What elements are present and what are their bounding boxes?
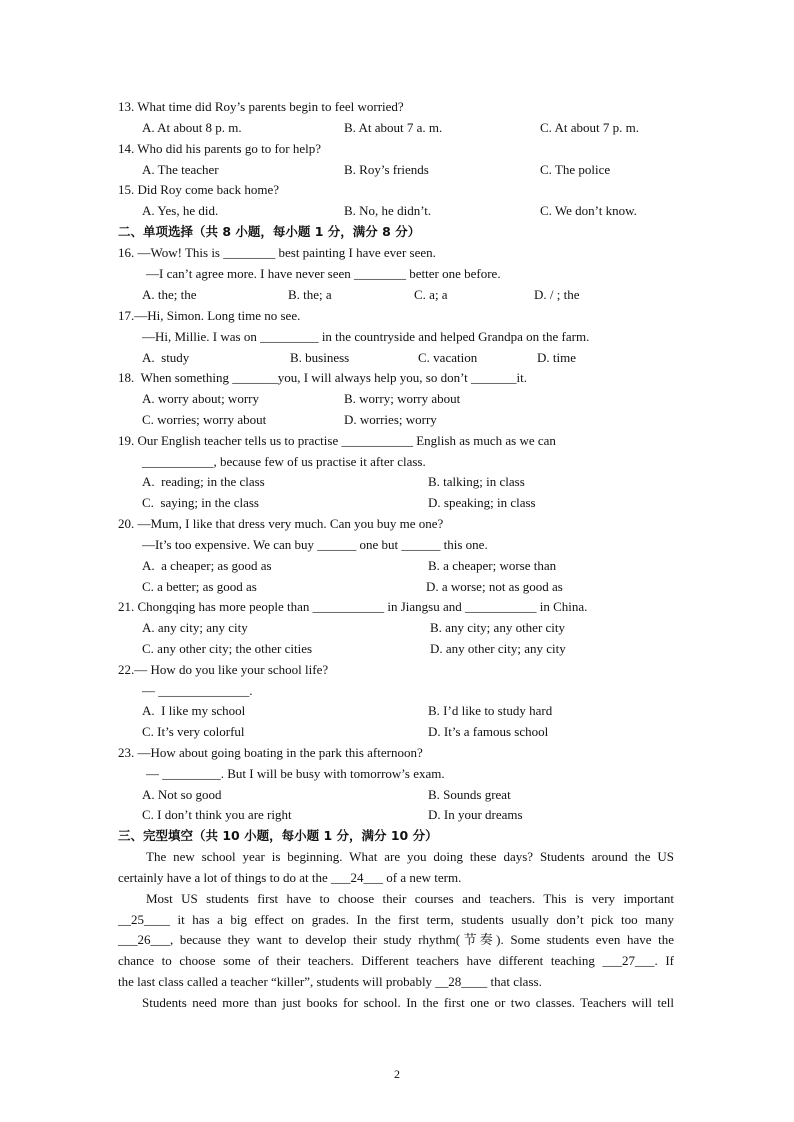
options-21-row1 <box>0 618 794 638</box>
option-b: B. No, he didn’t. <box>344 203 432 218</box>
option-c: C. I don’t think you are right <box>142 807 292 822</box>
option-a: A. study <box>142 350 190 365</box>
question-16 <box>0 243 794 263</box>
options-23-row1 <box>0 785 794 805</box>
options-18-row1 <box>0 389 794 409</box>
passage-line: __25____ it has a big effect on grades. In the first term, students usually don’t pick too many <box>118 912 674 927</box>
question-text: 13. What time did Roy’s parents begin to feel worried? <box>118 99 404 114</box>
question-21 <box>0 597 794 617</box>
option-b: B. any city; any other city <box>430 620 566 635</box>
options-16 <box>0 285 794 305</box>
option-d: D. any other city; any city <box>430 641 566 656</box>
options-17 <box>0 348 794 368</box>
question-text: —Hi, Millie. I was on _________ in the countryside and helped Grandpa on the farm. <box>142 329 590 344</box>
option-a: A. At about 8 p. m. <box>142 120 242 135</box>
option-b: B. At about 7 a. m. <box>344 120 443 135</box>
options-18-row2 <box>0 410 794 430</box>
question-text: 22.— How do you like your school life? <box>118 662 329 677</box>
option-a: A. Not so good <box>142 787 222 802</box>
option-b: B. Sounds great <box>428 787 511 802</box>
option-c: C. vacation <box>418 350 478 365</box>
option-c: C. a better; as good as <box>142 579 257 594</box>
option-a: A. a cheaper; as good as <box>142 558 272 573</box>
option-b: B. Roy’s friends <box>344 162 429 177</box>
option-b: B. worry; worry about <box>344 391 461 406</box>
passage-line: Students need more than just books for school. In the first one or two classes. Teachers will tell <box>142 995 674 1010</box>
options-14 <box>0 160 794 180</box>
option-c: C. worries; worry about <box>142 412 267 427</box>
passage-line: the last class called a teacher “killer”, students will probably __28____ that class. <box>118 974 542 989</box>
option-c: C. At about 7 p. m. <box>540 120 639 135</box>
question-22-reply <box>0 681 794 701</box>
option-c: C. We don’t know. <box>540 203 637 218</box>
question-text: —I can’t agree more. I have never seen ________ better one before. <box>146 266 501 281</box>
passage-line: chance to choose some of their teachers. Different teachers have different teaching ___27___. If <box>118 953 674 968</box>
options-15 <box>0 201 794 221</box>
options-13 <box>0 118 794 138</box>
question-text: ___________, because few of us practise it after class. <box>142 454 426 469</box>
question-text: — ______________. <box>142 683 253 698</box>
question-17 <box>0 306 794 326</box>
option-c: C. saying; in the class <box>142 495 259 510</box>
option-d: D. worries; worry <box>344 412 437 427</box>
option-b: B. business <box>290 350 350 365</box>
option-d: D. speaking; in class <box>428 495 536 510</box>
option-a: A. the; the <box>142 287 197 302</box>
question-text: —It’s too expensive. We can buy ______ one but ______ this one. <box>142 537 488 552</box>
section-3-title <box>0 826 794 846</box>
option-d: D. It’s a famous school <box>428 724 549 739</box>
passage-line: Most US students first have to choose their courses and teachers. This is very important <box>146 891 674 906</box>
question-text: 15. Did Roy come back home? <box>118 182 280 197</box>
option-a: A. The teacher <box>142 162 219 177</box>
options-23-row2 <box>0 805 794 825</box>
option-d: D. a worse; not as good as <box>426 579 563 594</box>
option-c: C. The police <box>540 162 611 177</box>
passage-line: certainly have a lot of things to do at the ___24___ of a new term. <box>118 870 462 885</box>
question-19-cont <box>0 452 794 472</box>
options-20-row1 <box>0 556 794 576</box>
option-d: D. time <box>537 350 576 365</box>
question-23 <box>0 743 794 763</box>
question-16-reply <box>0 264 794 284</box>
question-15 <box>0 180 794 200</box>
option-a: A. worry about; worry <box>142 391 259 406</box>
question-19 <box>0 431 794 451</box>
options-22-row2 <box>0 722 794 742</box>
question-text: 14. Who did his parents go to for help? <box>118 141 322 156</box>
option-a: A. Yes, he did. <box>142 203 219 218</box>
options-21-row2 <box>0 639 794 659</box>
question-text: 20. —Mum, I like that dress very much. Can you buy me one? <box>118 516 444 531</box>
option-b: B. I’d like to study hard <box>428 703 553 718</box>
question-13 <box>0 97 794 117</box>
section-2-title <box>0 222 794 242</box>
section-title: 三、完型填空（共 10 小题，每小题 1 分，满分 10 分） <box>118 828 438 843</box>
option-d: D. / ; the <box>534 287 580 302</box>
question-text: 17.—Hi, Simon. Long time no see. <box>118 308 301 323</box>
question-text: 19. Our English teacher tells us to practise ___________ English as much as we can <box>118 433 556 448</box>
option-c: C. It’s very colorful <box>142 724 245 739</box>
passage-line: The new school year is beginning. What are you doing these days? Students around the US <box>146 849 674 864</box>
question-text: 18. When something _______you, I will always help you, so don’t _______it. <box>118 370 527 385</box>
question-23-reply <box>0 764 794 784</box>
question-18 <box>0 368 794 388</box>
question-14 <box>0 139 794 159</box>
question-text: 16. —Wow! This is ________ best painting I have ever seen. <box>118 245 436 260</box>
question-text: 23. —How about going boating in the park this afternoon? <box>118 745 423 760</box>
options-20-row2 <box>0 577 794 597</box>
section-title: 二、单项选择（共 8 小题，每小题 1 分，满分 8 分） <box>118 224 421 239</box>
question-text: — _________. But I will be busy with tomorrow’s exam. <box>146 766 445 781</box>
options-19-row1 <box>0 472 794 492</box>
options-19-row2 <box>0 493 794 513</box>
option-c: C. any other city; the other cities <box>142 641 313 656</box>
question-20 <box>0 514 794 534</box>
option-b: B. a cheaper; worse than <box>428 558 557 573</box>
option-d: D. In your dreams <box>428 807 523 822</box>
question-22 <box>0 660 794 680</box>
option-b: B. the; a <box>288 287 332 302</box>
option-c: C. a; a <box>414 287 448 302</box>
question-20-reply <box>0 535 794 555</box>
passage-line: ___26___, because they want to develop their study rhythm(节奏). Some students even have the <box>118 932 674 947</box>
page-number: 2 <box>394 1067 400 1081</box>
options-22-row1 <box>0 701 794 721</box>
option-a: A. I like my school <box>142 703 246 718</box>
question-17-reply <box>0 327 794 347</box>
option-a: A. any city; any city <box>142 620 248 635</box>
question-text: 21. Chongqing has more people than ___________ in Jiangsu and ___________ in China. <box>118 599 588 614</box>
option-b: B. talking; in class <box>428 474 525 489</box>
option-a: A. reading; in the class <box>142 474 265 489</box>
